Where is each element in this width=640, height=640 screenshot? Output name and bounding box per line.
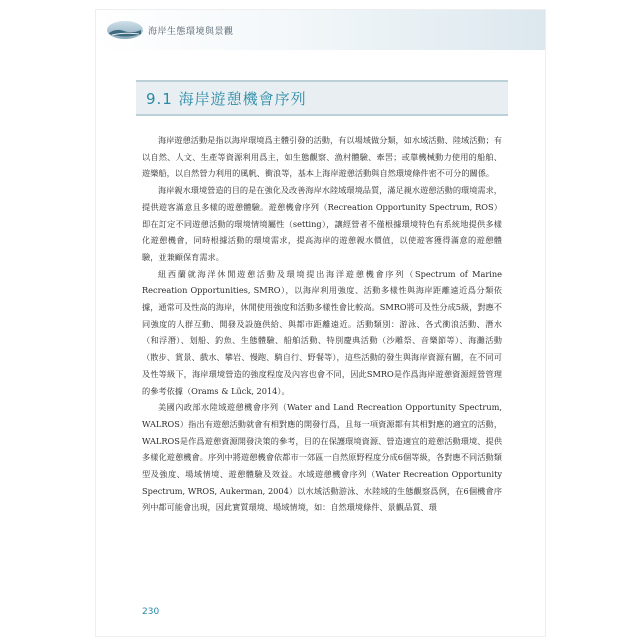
body-text <box>142 132 502 516</box>
coastline-photo-icon <box>106 20 144 40</box>
section-heading-bar <box>136 80 508 116</box>
paragraph: 海岸遊憩活動是指以海岸環境爲主體引發的活動，有以場域做分類，如水域活動、陸域活動；有以自然、人文、生產等資源利用爲主，如生態觀察、漁村體驗、牽罟；或靠機械動力使用的船舶、遊樂船，以自然營力利用的風帆、衝浪等，基本上海岸遊憩活動與自然環境條件密不可分的關係。 <box>142 135 502 179</box>
paragraph: 紐西蘭就海洋休閒遊憩活動及環境提出海洋遊憩機會序列（Spectrum of Marine Recreation Opportunities, SMRO），以海岸利用強度、活動多樣性與海岸距離遠近爲分類依據，通常可及性高的海岸，休閒使用強度和活動多樣性會比較高。SMRO將可及性分成5級，對應不同強度的人群互動、開發及設施供給、與都市距離遠近。活動類別：游泳、各式衝浪活動、潛水（和浮潛）、划船、釣魚、生態體驗、船舶活動、特別慶典活動（沙雕祭、音樂節等）、海灘活動（散步、賞景、戲水、攀岩、慢跑、騎自行、野餐等），這些活動的發生與海岸資源有關，在不同可及性等級下，海岸環境營造的強度程度及內容也會不同，因此SMRO是作爲海岸遊憩資源經營管理的參考依據（Orams & Lück, 2014）。 <box>142 268 502 396</box>
page-number: 230 <box>142 607 160 617</box>
paragraph: 美國內政部水陸域遊憩機會序列（Water and Land Recreation Opportunity Spectrum, WALROS）指出有遊憩活動就會有相對應的開發行爲，且每一項資源都有其相對應的適宜的活動，WALROS是作爲遊憩資源開發決策的參考，目的在保護環境資源、營造適宜的遊憩活動環境、提供多樣化遊憩機會。序列中將遊憩機會依都市一郊區一自然原野程度分成6個等級，各對應不同活動類型及強度、場域情境、遊憩體驗及效益。水域遊憩機會序列（Water Recreation Opportunity Spectrum, WROS, Aukerman, 2004）以水域活動游泳、水陸域的生態觀察爲例，在6個機會序列中都可能會出現，因此實質環境、場域情境，如：自然環境條件、景觀品質、環 <box>142 402 502 513</box>
running-header-title: 海岸生態環境與景觀 <box>148 27 234 37</box>
book-page <box>96 10 545 636</box>
section-title: 9.1 海岸遊憩機會序列 <box>146 90 307 108</box>
paragraph: 海岸親水環境營造的目的是在強化及改善海岸水陸域環境品質，滿足親水遊憩活動的環境需求，提供遊客滿意且多樣的遊憩體驗。遊憩機會序列（Recreation Opportunity Spectrum, ROS）即在訂定不同遊憩活動的環境情境屬性（setting），讓經營者不僅根據環境特色有系統地提供多樣化遊憩機會，同時根據活動的環境需求，提高海岸的遊憩親水價值，以使遊客獲得滿意的遊憩體驗，並兼顧保育需求。 <box>142 185 502 262</box>
page-header <box>96 10 545 50</box>
